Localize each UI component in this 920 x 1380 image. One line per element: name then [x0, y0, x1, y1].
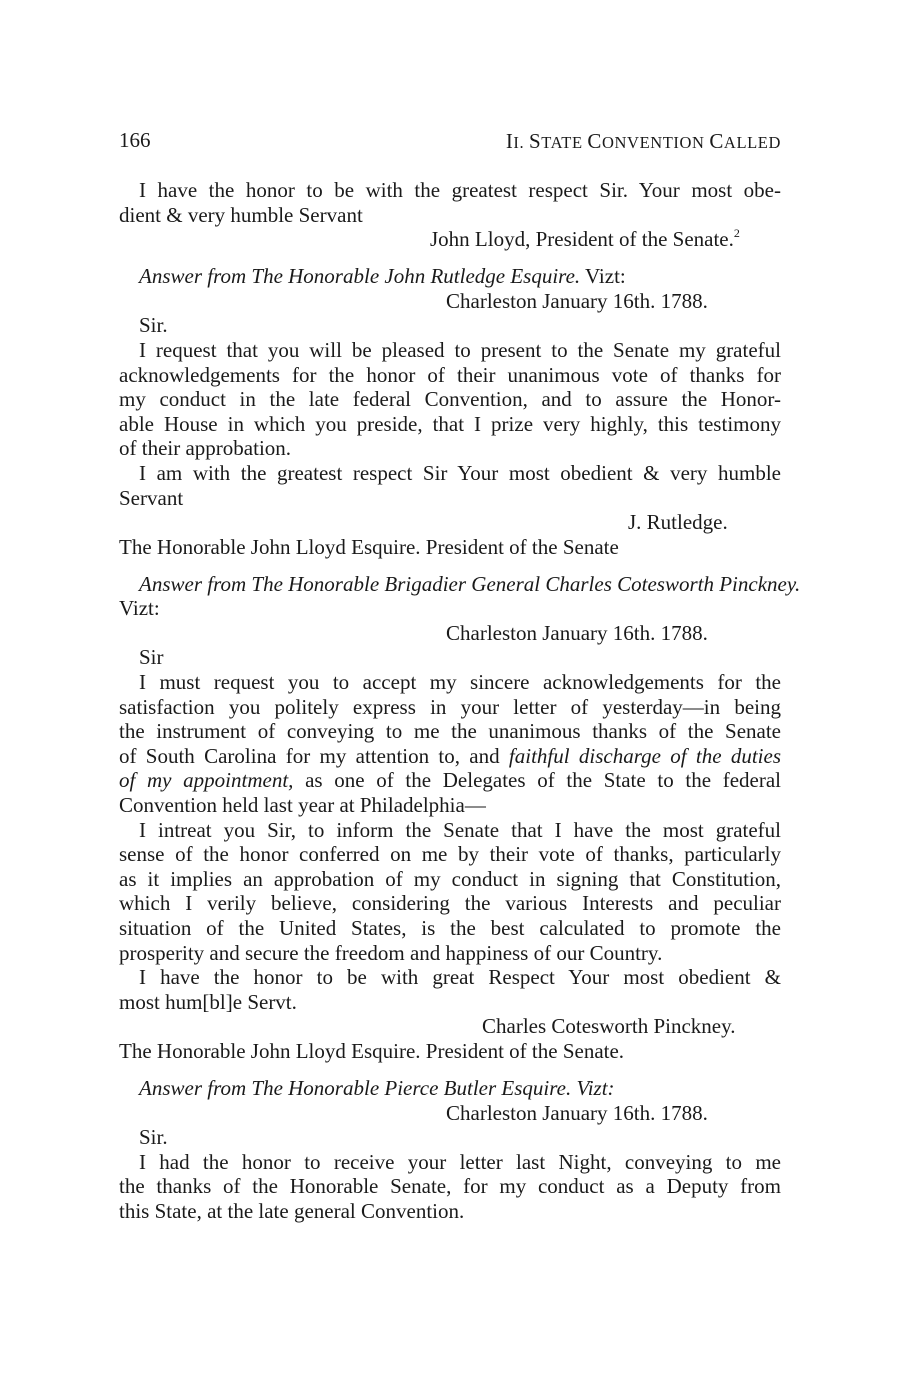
rutledge-signature: J. Rutledge.: [628, 510, 728, 535]
text-line: able House in which you preside, that I prize very highly, this testimony: [119, 411, 781, 436]
text-line: I am with the greatest respect Sir Your most obedient & very humble: [139, 460, 781, 485]
text-line: of their approbation.: [119, 436, 292, 461]
text-line: the instrument of conveying to me the unanimous thanks of the Senate: [119, 719, 781, 744]
dateline: Charleston January 16th. 1788.: [446, 288, 708, 313]
text-line: as it implies an approbation of my conduct in signing that Constitution,: [119, 866, 781, 891]
heading-italic: Answer from The Honorable Pierce Butler Esquire. Vizt:: [139, 1075, 615, 1100]
heading-rest: Vizt:: [119, 596, 160, 621]
signature-text: John Lloyd, President of the Senate.: [430, 227, 734, 252]
text-line: Convention held last year at Philadelphia—: [119, 793, 486, 818]
dateline: Charleston January 16th. 1788.: [446, 1100, 708, 1125]
dateline: Charleston January 16th. 1788.: [446, 620, 708, 645]
text-line: [119, 768, 781, 793]
section-title: II. STATE CONVENTION CALLED: [505, 129, 781, 153]
lloyd-signature: [119, 227, 781, 252]
text-line: most hum[bl]e Servt.: [119, 989, 297, 1014]
letter-heading: [119, 264, 781, 289]
paragraph: [119, 670, 781, 818]
paragraph: [119, 818, 781, 966]
heading-rest: Vizt:: [580, 264, 626, 289]
paragraph: [119, 965, 781, 1014]
text-line: I request that you will be pleased to present to the Senate my grateful: [139, 337, 781, 362]
salutation: Sir: [139, 645, 164, 670]
pinckney-signature: Charles Cotesworth Pinckney.: [482, 1014, 736, 1039]
letter-heading: [119, 1076, 781, 1101]
butler-answer: [119, 1076, 781, 1224]
running-head: [119, 128, 781, 154]
text-line: sense of the honor conferred on me by their vote of thanks, particularly: [119, 842, 781, 867]
text-line: the thanks of the Honorable Senate, for my conduct as a Deputy from: [119, 1174, 781, 1199]
salutation: Sir.: [139, 1125, 168, 1150]
rutledge-answer: [119, 264, 781, 559]
text-line: which I verily believe, considering the various Interests and peculiar: [119, 891, 781, 916]
text-line: satisfaction you politely express in your letter of yesterday—in being: [119, 694, 781, 719]
pinckney-answer: [119, 571, 801, 1064]
addressee: The Honorable John Lloyd Esquire. President of the Senate: [119, 534, 619, 559]
text-line: prosperity and secure the freedom and happiness of our Country.: [119, 940, 663, 965]
text-line: Servant: [119, 485, 184, 510]
heading-italic: Answer from The Honorable John Rutledge Esquire.: [139, 264, 581, 289]
text-line: situation of the United States, is the best calculated to promote the: [119, 916, 781, 940]
text-line: this State, at the late general Convention.: [119, 1198, 465, 1223]
text-run-italic: faithful discharge of the duties: [508, 743, 781, 768]
text-run: as one of the Delegates of the State to the federal: [293, 768, 781, 793]
paragraph: [119, 1150, 781, 1224]
lloyd-letter-closing: [119, 178, 781, 252]
text-line: I have the honor to be with great Respect Your most obedient &: [139, 965, 781, 990]
letter-heading: [119, 571, 801, 597]
text-line: I must request you to accept my sincere acknowledgements for the: [139, 670, 781, 695]
paragraph: [119, 461, 781, 510]
page-body: [119, 178, 801, 1224]
text-line: acknowledgements for the honor of their unanimous vote of thanks for: [119, 362, 781, 387]
text-run-italic: of my appointment,: [119, 768, 294, 793]
text-line: [119, 744, 781, 769]
text-line: I have the honor to be with the greatest respect Sir. Your most obe-: [139, 178, 781, 202]
text-line: dient & very humble Servant: [119, 202, 363, 227]
addressee: The Honorable John Lloyd Esquire. President of the Senate.: [119, 1038, 625, 1063]
text-line: I had the honor to receive your letter last Night, conveying to me: [139, 1149, 781, 1174]
text-line: I intreat you Sir, to inform the Senate that I have the most grateful: [139, 817, 781, 842]
salutation: Sir.: [139, 313, 168, 338]
heading-italic: Answer from The Honorable Brigadier General Charles Cotesworth Pinckney.: [139, 571, 801, 596]
text-run: of South Carolina for my attention to, and: [119, 743, 509, 768]
paragraph: [119, 338, 781, 461]
page-number: 166: [119, 128, 151, 152]
footnote-reference: 2: [733, 226, 740, 241]
text-line: my conduct in the late federal Convention, and to assure the Honor-: [119, 387, 781, 412]
